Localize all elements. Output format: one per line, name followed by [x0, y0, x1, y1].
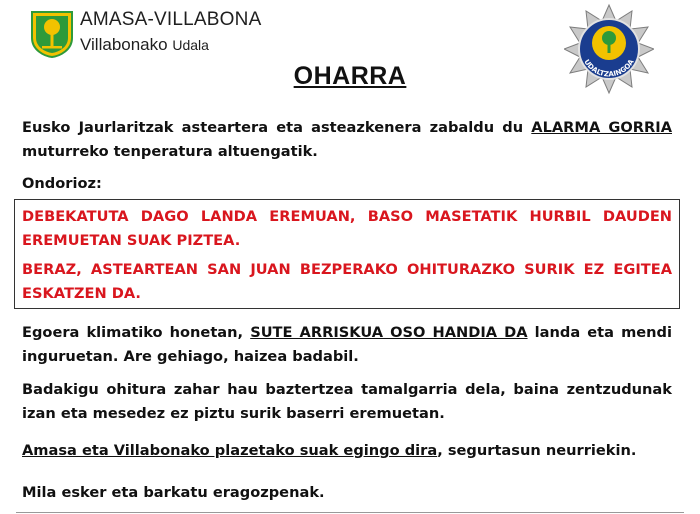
page-title: OHARRA	[293, 62, 407, 90]
paragraph-plazas: Amasa eta Villabonako plazetako suak egingo dira, segurtasun neurriekin.	[22, 442, 637, 459]
alert-prohibition: DEBEKATUTA DAGO LANDA EREMUAN, BASO MASETATIK HURBIL DAUDEN EREMUETAN SUAK PIZTEA.	[22, 208, 672, 249]
paragraph-fire-risk: Egoera klimatiko honetan, SUTE ARRISKUA OSO HANDIA DA landa eta mendi inguruetan. Are gehiago, haizea badabil.	[22, 324, 673, 365]
svg-text:UDALTZAINGOA: UDALTZAINGOA	[582, 58, 636, 79]
footer-divider	[16, 512, 684, 513]
alarm-highlight: ALARMA GORRIA	[531, 119, 673, 136]
organization-subtitle: Villabonako Udala	[80, 35, 209, 54]
paragraph-alarm: Eusko Jaurlaritzak asteartera eta asteazkenera zabaldu du ALARMA GORRIA muturreko tenperatura altuengatik.	[22, 119, 673, 160]
paragraph-thanks: Mila esker eta barkatu eragozpenak.	[22, 484, 325, 501]
alert-request: BERAZ, ASTEARTEAN SAN JUAN BEZPERAKO OHITURAZKO SURIK EZ EGITEA ESKATZEN DA.	[22, 261, 672, 302]
organization-name: AMASA-VILLABONA	[80, 9, 262, 30]
paragraph-consequence: Ondorioz:	[22, 175, 102, 192]
municipal-shield-logo	[30, 10, 74, 58]
document-header	[0, 0, 700, 110]
paragraph-tradition: Badakigu ohitura zahar hau baztertzea tamalgarria dela, baina zentzudunak izan eta mesedez ez piztu surik baserri eremuetan.	[22, 381, 672, 422]
fire-risk-highlight: SUTE ARRISKUA OSO HANDIA DA	[250, 324, 528, 341]
plazas-highlight: Amasa eta Villabonako plazetako suak egingo dira	[22, 442, 438, 459]
